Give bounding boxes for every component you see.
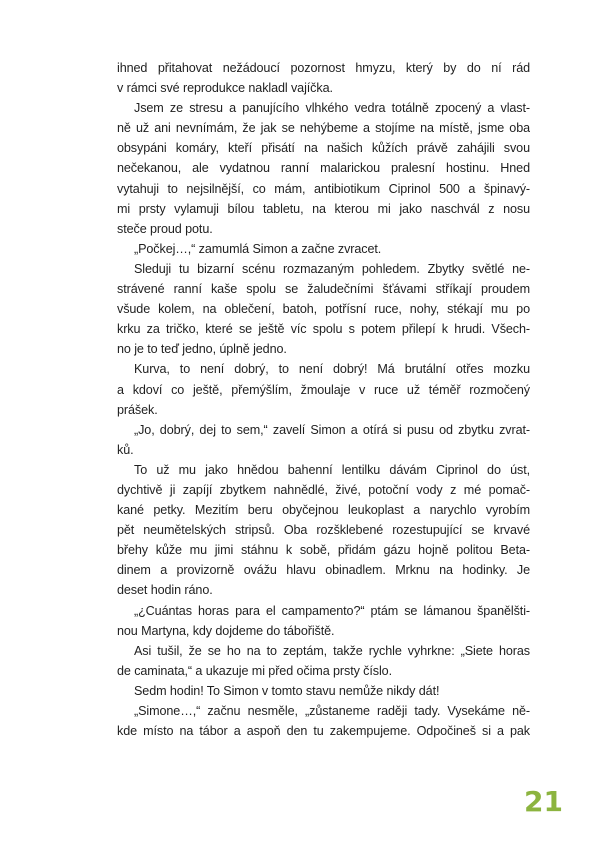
text-line: „Simone…,“ začnu nesměle, „zůstaneme raději tady. Vysekáme ně-	[134, 704, 530, 718]
text-line: ků.	[117, 442, 134, 457]
text-line: Kurva, to není dobrý, to není dobrý! Má brutální otřes mozku	[134, 362, 530, 377]
text-line: Asi tušil, že se ho na to zeptám, takže rychle vyhrkne: „Siete horas	[134, 643, 530, 658]
text-line: „Počkej…,“ zamumlá Simon a začne zvracet.	[134, 241, 382, 256]
text-line: ně už ani nevnímám, že jak se nehýbeme a stojíme na místě, jsme oba	[117, 121, 530, 136]
body-text	[117, 58, 530, 741]
text-line: obsypáni komáry, kteří přisátí na našich kůžích právě zahájili svou	[117, 141, 530, 156]
text-line: vytahuji to nejsilnější, co mám, antibiotikum Ciprinol 500 a špinavý-	[117, 181, 530, 196]
text-line: no je to teď jedno, úplně jedno.	[117, 342, 287, 357]
text-line: dinem a provizorně ovážu hlavu obinadlem. Mrknu na hodinky. Je	[117, 563, 530, 578]
text-line: Sleduji tu bizarní scénu rozmazaným pohledem. Zbytky světlé ne-	[134, 261, 530, 276]
text-line: a kdoví co ještě, přemýšlím, žmoulaje v ruce už téměř rozmočený	[117, 382, 530, 397]
text-line: břehy kůže mu jimi stáhnu k sobě, přidám gázu hojně politou Beta-	[117, 543, 530, 558]
text-line: „¿Cuántas horas para el campamento?“ ptám se lámanou španělšti-	[134, 603, 530, 618]
text-line: To už mu jako hnědou bahenní lentilku dávám Ciprinol do úst,	[134, 462, 530, 477]
text-line: de caminata,“ a ukazuje mi před očima prsty číslo.	[117, 663, 392, 678]
text-line: nou Martyna, kdy dojdeme do tábořiště.	[117, 623, 335, 638]
text-line: kde místo na tábor a aspoň den tu zakempujeme. Odpočineš si a pak	[117, 724, 530, 739]
text-line: „Jo, dobrý, dej to sem,“ zavelí Simon a otírá si pusu od zbytku zvrat-	[134, 422, 530, 437]
text-line: pět neumětelských stripsů. Oba rozšklebené rozestupující se krvavé	[117, 523, 530, 538]
text-line: nečekanou, ale vydatnou ranní malarickou pralesní hostinu. Hned	[117, 161, 530, 176]
text-line: Sedm hodin! To Simon v tomto stavu nemůže nikdy dát!	[134, 683, 440, 698]
text-line: mi prsty vylamuji bílou tabletu, na kterou mi jako naschvál z nosu	[117, 201, 530, 216]
text-line: krku za tričko, které se ještě víc spolu s potem přilepí k hrudi. Všech-	[117, 322, 530, 337]
text-line: strávené ranní kaše spolu se žaludečními šťávami stříkají proudem	[117, 282, 530, 297]
text-line: prášek.	[117, 402, 158, 417]
text-line: dychtivě ji zapíjí zbytkem nahnědlé, živé, potoční vody z mé pomač-	[117, 482, 530, 497]
text-line: Jsem ze stresu a panujícího vlhkého vedra totálně zpocený a vlast-	[134, 101, 530, 116]
text-line: všude kolem, na oblečení, batoh, potřísní ruce, nohy, stékají mu po	[117, 302, 530, 317]
text-line: ihned přitahovat nežádoucí pozornost hmyzu, který by do ní rád	[117, 61, 530, 75]
text-line: steče proud potu.	[117, 221, 213, 236]
page-number: 21	[524, 785, 563, 818]
text-line: kané petky. Mezitím beru obyčejnou leukoplast a narychlo vyrobím	[117, 503, 530, 518]
text-line: v rámci své reprodukce nakladl vajíčka.	[117, 81, 333, 96]
text-line: deset hodin ráno.	[117, 583, 213, 598]
